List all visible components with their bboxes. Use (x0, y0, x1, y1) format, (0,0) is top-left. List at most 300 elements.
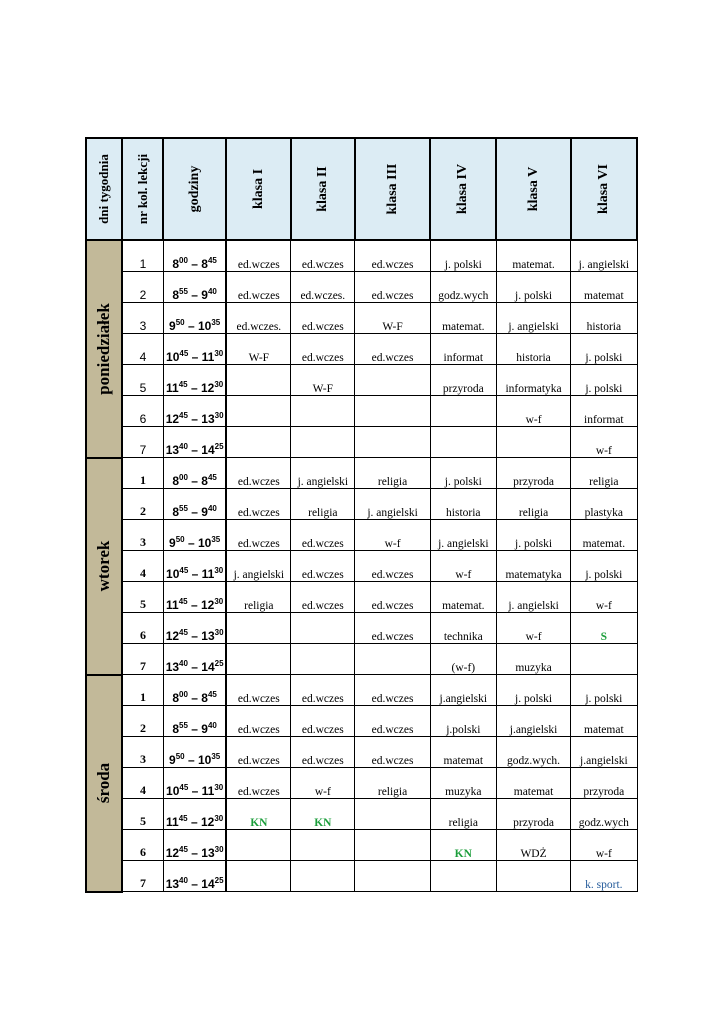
subject-cell (355, 427, 430, 458)
subject-cell: ed.wczes (291, 582, 355, 613)
subject-cell: historia (496, 334, 570, 365)
time-start-minute: 40 (179, 442, 188, 451)
subject-cell (355, 861, 430, 892)
subject-cell: j. angielski (226, 551, 290, 582)
subject-cell: j. polski (496, 675, 570, 706)
subject-cell: godz.wych. (496, 737, 570, 768)
subject-cell: ed.wczes (226, 520, 290, 551)
subject-cell: j.polski (430, 706, 496, 737)
subject-cell: ed.wczes (291, 520, 355, 551)
time-end-minute: 30 (214, 566, 224, 575)
subject-cell: (w-f) (430, 644, 496, 675)
subject-cell (291, 613, 355, 644)
header-day (86, 138, 122, 240)
header-lesson (122, 138, 163, 240)
subject-cell: matemat (430, 737, 496, 768)
subject-cell: ed.wczes (226, 240, 290, 272)
time-end-hour: 14 (201, 877, 215, 891)
subject-cell: w-f (430, 551, 496, 582)
time-end-hour: 14 (201, 443, 215, 457)
time-end-hour: 13 (201, 412, 215, 426)
subject-cell (226, 861, 290, 892)
subject-cell: przyroda (571, 768, 637, 799)
subject-cell (430, 427, 496, 458)
subject-cell: matemat. (496, 240, 570, 272)
lesson-number: 5 (122, 799, 163, 830)
table-row (86, 644, 637, 675)
time-start-hour: 11 (166, 815, 179, 829)
subject-cell: j. polski (430, 240, 496, 272)
lesson-time: $8^{00} - 8^{45}$ (163, 240, 226, 272)
subject-cell: w-f (291, 768, 355, 799)
time-end-minute: 40 (207, 721, 217, 730)
table-row (86, 427, 637, 458)
subject-cell: ed.wczes (355, 551, 430, 582)
day-name: środa (94, 762, 114, 804)
time-start-minute: 50 (175, 752, 185, 761)
time-start-hour: 9 (169, 536, 176, 550)
lesson-number: 6 (122, 396, 163, 427)
time-end-minute: 30 (214, 814, 224, 823)
subject-cell: ed.wczes. (226, 303, 290, 334)
time-start-hour: 10 (166, 567, 180, 581)
subject-cell: matemat. (571, 520, 637, 551)
subject-cell: matemat. (430, 582, 496, 613)
subject-cell (226, 613, 290, 644)
table-row (86, 551, 637, 582)
time-start-hour: 12 (165, 629, 180, 643)
subject-cell: KN (291, 799, 355, 830)
header-class-label: klasa V (525, 166, 541, 212)
subject-cell: W-F (226, 334, 290, 365)
subject-cell (355, 365, 430, 396)
time-start-hour: 8 (172, 691, 180, 705)
subject-cell (496, 861, 570, 892)
time-end-minute: 30 (214, 628, 224, 637)
subject-cell: ed.wczes (355, 675, 430, 706)
subject-cell: religia (355, 768, 430, 799)
table-row (86, 489, 637, 520)
subject-cell: j. polski (571, 675, 637, 706)
subject-cell: religia (226, 582, 290, 613)
lesson-time: $8^{55} - 9^{40}$ (163, 489, 226, 520)
header-class-5 (496, 138, 570, 240)
time-start-minute: 45 (179, 845, 188, 854)
lesson-time: $12^{45} - 13^{30}$ (163, 830, 226, 861)
subject-cell: religia (355, 458, 430, 489)
table-row (86, 830, 637, 861)
subject-cell: ed.wczes (226, 706, 290, 737)
time-end-minute: 30 (214, 783, 224, 792)
time-start-hour: 8 (172, 257, 180, 271)
day-cell (86, 458, 122, 675)
time-start-hour: 8 (172, 288, 180, 302)
time-start-minute: 45 (178, 814, 188, 823)
time-start-hour: 10 (166, 350, 180, 364)
time-start-hour: 10 (166, 784, 180, 798)
time-start-hour: 8 (172, 474, 180, 488)
time-end-minute: 35 (211, 752, 221, 761)
subject-cell: w-f (571, 830, 637, 861)
time-start-hour: 12 (165, 846, 180, 860)
time-start-hour: 8 (172, 505, 180, 519)
time-start-minute: 50 (175, 535, 185, 544)
subject-cell: historia (430, 489, 496, 520)
lesson-time: $11^{45} - 12^{30}$ (163, 582, 226, 613)
subject-cell: informat (430, 334, 496, 365)
time-start-minute: 45 (179, 349, 189, 358)
lesson-number: 4 (122, 768, 163, 799)
subject-cell (355, 644, 430, 675)
time-end-minute: 35 (211, 535, 221, 544)
lesson-time: $8^{00} - 8^{45}$ (163, 675, 226, 706)
subject-cell: matemat (496, 768, 570, 799)
lesson-number: 7 (122, 644, 163, 675)
subject-cell: przyroda (496, 799, 570, 830)
table-row (86, 272, 637, 303)
header-class-label: klasa I (250, 168, 266, 210)
lesson-time: $8^{00} - 8^{45}$ (163, 458, 226, 489)
lesson-time: $9^{50} - 10^{35}$ (163, 303, 226, 334)
table-row (86, 861, 637, 892)
lesson-number: 2 (122, 272, 163, 303)
header-class-3 (355, 138, 430, 240)
time-end-minute: 30 (214, 349, 224, 358)
lesson-number: 6 (122, 830, 163, 861)
subject-cell: ed.wczes (355, 272, 430, 303)
subject-cell (496, 427, 570, 458)
subject-cell (291, 396, 355, 427)
time-start-minute: 45 (178, 380, 188, 389)
table-row (86, 458, 637, 489)
subject-cell: plastyka (571, 489, 637, 520)
subject-cell (226, 644, 290, 675)
subject-cell: j. polski (430, 458, 496, 489)
subject-cell: godz.wych (430, 272, 496, 303)
subject-cell: j. polski (571, 551, 637, 582)
time-end-hour: 13 (201, 629, 215, 643)
lesson-number: 1 (122, 458, 163, 489)
time-start-hour: 13 (165, 877, 180, 891)
time-end-hour: 11 (201, 350, 215, 364)
lesson-time: $11^{45} - 12^{30}$ (163, 799, 226, 830)
day-cell (86, 240, 122, 458)
subject-cell: KN (226, 799, 290, 830)
subject-cell: religia (571, 458, 637, 489)
subject-cell: ed.wczes (355, 613, 430, 644)
time-end-minute: 25 (214, 442, 224, 451)
subject-cell: ed.wczes. (291, 272, 355, 303)
subject-cell (226, 427, 290, 458)
table-row (86, 675, 637, 706)
subject-cell (226, 830, 290, 861)
subject-cell (355, 396, 430, 427)
header-row (86, 138, 637, 240)
time-end-minute: 45 (207, 690, 217, 699)
lesson-number: 3 (122, 303, 163, 334)
lesson-number: 7 (122, 861, 163, 892)
time-end-hour: 14 (201, 660, 215, 674)
table-row (86, 303, 637, 334)
subject-cell: ed.wczes (355, 582, 430, 613)
subject-cell: ed.wczes (291, 240, 355, 272)
header-class-4 (430, 138, 496, 240)
subject-cell: matemat (571, 272, 637, 303)
subject-cell: w-f (355, 520, 430, 551)
subject-cell: j. angielski (496, 582, 570, 613)
lesson-number: 3 (122, 737, 163, 768)
timetable (85, 137, 638, 893)
table-row (86, 613, 637, 644)
subject-cell: ed.wczes (355, 737, 430, 768)
subject-cell: w-f (496, 613, 570, 644)
subject-cell (430, 396, 496, 427)
subject-cell: przyroda (496, 458, 570, 489)
lesson-number: 2 (122, 489, 163, 520)
time-end-hour: 12 (200, 598, 215, 612)
subject-cell: religia (291, 489, 355, 520)
subject-cell: j. polski (571, 334, 637, 365)
subject-cell: j. polski (571, 365, 637, 396)
header-class-label: klasa IV (455, 163, 471, 215)
subject-cell: W-F (291, 365, 355, 396)
subject-cell: technika (430, 613, 496, 644)
subject-cell: j. polski (496, 272, 570, 303)
subject-cell (291, 644, 355, 675)
time-end-minute: 40 (207, 504, 217, 513)
time-end-minute: 25 (214, 876, 224, 885)
time-start-hour: 13 (165, 660, 180, 674)
subject-cell: religia (430, 799, 496, 830)
time-end-minute: 30 (214, 380, 224, 389)
subject-cell (291, 427, 355, 458)
subject-cell: j. angielski (496, 303, 570, 334)
subject-cell: w-f (496, 396, 570, 427)
lesson-number: 5 (122, 365, 163, 396)
subject-cell: matemat (571, 706, 637, 737)
table-row (86, 334, 637, 365)
subject-cell: godz.wych (571, 799, 637, 830)
subject-cell: ed.wczes (355, 706, 430, 737)
lesson-time: $8^{55} - 9^{40}$ (163, 272, 226, 303)
lesson-time: $13^{40} - 14^{25}$ (163, 861, 226, 892)
lesson-time: $9^{50} - 10^{35}$ (163, 737, 226, 768)
time-start-minute: 55 (179, 721, 188, 730)
time-start-minute: 00 (179, 256, 188, 265)
lesson-number: 1 (122, 240, 163, 272)
lesson-time: $9^{50} - 10^{35}$ (163, 520, 226, 551)
subject-cell: ed.wczes (355, 334, 430, 365)
time-start-hour: 11 (166, 598, 179, 612)
time-start-minute: 40 (179, 876, 188, 885)
time-end-minute: 40 (207, 287, 217, 296)
table-row (86, 396, 637, 427)
time-end-hour: 12 (200, 815, 215, 829)
header-day-label: dni tygodnia (96, 154, 112, 224)
subject-cell: ed.wczes (291, 737, 355, 768)
header-class-6 (571, 138, 637, 240)
subject-cell: j.angielski (496, 706, 570, 737)
lesson-number: 7 (122, 427, 163, 458)
time-end-minute: 45 (207, 473, 217, 482)
day-name: poniedziałek (94, 302, 114, 395)
subject-cell: ed.wczes (226, 272, 290, 303)
time-end-minute: 30 (214, 411, 224, 420)
subject-cell (430, 861, 496, 892)
subject-cell: w-f (571, 427, 637, 458)
time-end-minute: 35 (211, 318, 221, 327)
time-start-minute: 00 (179, 690, 188, 699)
lesson-number: 4 (122, 334, 163, 365)
subject-cell: muzyka (496, 644, 570, 675)
lesson-time: $13^{40} - 14^{25}$ (163, 644, 226, 675)
time-start-hour: 11 (166, 381, 179, 395)
subject-cell: ed.wczes (226, 675, 290, 706)
time-start-minute: 45 (179, 411, 188, 420)
time-end-hour: 8 (201, 474, 208, 488)
table-row (86, 799, 637, 830)
time-end-hour: 9 (201, 722, 208, 736)
time-start-minute: 55 (179, 287, 188, 296)
table-row (86, 365, 637, 396)
subject-cell: S (571, 613, 637, 644)
time-end-minute: 30 (214, 597, 224, 606)
subject-cell: KN (430, 830, 496, 861)
subject-cell: historia (571, 303, 637, 334)
subject-cell: religia (496, 489, 570, 520)
subject-cell: ed.wczes (226, 489, 290, 520)
header-class-1 (226, 138, 290, 240)
header-class-label: klasa III (384, 163, 400, 215)
subject-cell: ed.wczes (355, 240, 430, 272)
subject-cell: w-f (571, 582, 637, 613)
lesson-time: $12^{45} - 13^{30}$ (163, 396, 226, 427)
lesson-time: $13^{40} - 14^{25}$ (163, 427, 226, 458)
time-end-hour: 11 (201, 567, 215, 581)
lesson-number: 3 (122, 520, 163, 551)
subject-cell: j. angielski (430, 520, 496, 551)
subject-cell: ed.wczes (226, 737, 290, 768)
day-cell (86, 675, 122, 892)
time-end-hour: 11 (201, 784, 215, 798)
time-end-hour: 9 (201, 505, 208, 519)
subject-cell: j.angielski (571, 737, 637, 768)
subject-cell: ed.wczes (226, 458, 290, 489)
time-end-minute: 45 (207, 256, 217, 265)
time-start-minute: 45 (179, 628, 188, 637)
table-row (86, 737, 637, 768)
time-start-hour: 9 (169, 319, 176, 333)
subject-cell (291, 830, 355, 861)
subject-cell: matematyka (496, 551, 570, 582)
subject-cell: ed.wczes (291, 551, 355, 582)
table-row (86, 582, 637, 613)
time-end-hour: 10 (197, 319, 212, 333)
subject-cell (355, 830, 430, 861)
subject-cell: WDŻ (496, 830, 570, 861)
time-start-minute: 40 (179, 659, 188, 668)
time-start-hour: 13 (165, 443, 180, 457)
time-start-minute: 50 (175, 318, 185, 327)
header-class-label: klasa VI (595, 164, 611, 214)
subject-cell: j.angielski (430, 675, 496, 706)
subject-cell: ed.wczes (291, 706, 355, 737)
subject-cell: j. angielski (291, 458, 355, 489)
subject-cell (571, 644, 637, 675)
table-row (86, 240, 637, 272)
time-start-hour: 12 (165, 412, 180, 426)
time-start-minute: 45 (178, 597, 188, 606)
time-end-hour: 10 (197, 753, 212, 767)
subject-cell: informat (571, 396, 637, 427)
subject-cell: ed.wczes (291, 303, 355, 334)
subject-cell: matemat. (430, 303, 496, 334)
lesson-time: $10^{45} - 11^{30}$ (163, 551, 226, 582)
time-start-minute: 00 (179, 473, 188, 482)
day-name: wtorek (94, 540, 114, 592)
time-start-minute: 45 (179, 783, 189, 792)
lesson-number: 6 (122, 613, 163, 644)
time-end-minute: 25 (214, 659, 224, 668)
timetable-body (86, 240, 637, 892)
subject-cell: j. angielski (571, 240, 637, 272)
lesson-number: 1 (122, 675, 163, 706)
time-start-hour: 8 (172, 722, 180, 736)
subject-cell: informatyka (496, 365, 570, 396)
time-end-hour: 9 (201, 288, 208, 302)
time-end-minute: 30 (214, 845, 224, 854)
subject-cell: ed.wczes (291, 675, 355, 706)
time-end-hour: 12 (200, 381, 215, 395)
time-start-minute: 45 (179, 566, 189, 575)
time-start-minute: 55 (179, 504, 188, 513)
time-end-hour: 10 (197, 536, 212, 550)
table-row (86, 520, 637, 551)
header-class-label: klasa II (314, 166, 330, 212)
lesson-time: $8^{55} - 9^{40}$ (163, 706, 226, 737)
subject-cell: ed.wczes (291, 334, 355, 365)
header-hours (163, 138, 226, 240)
lesson-time: $10^{45} - 11^{30}$ (163, 768, 226, 799)
lesson-time: $12^{45} - 13^{30}$ (163, 613, 226, 644)
lesson-number: 5 (122, 582, 163, 613)
header-hours-label: godziny (186, 165, 202, 213)
time-end-hour: 13 (201, 846, 215, 860)
lesson-number: 4 (122, 551, 163, 582)
subject-cell: j. polski (496, 520, 570, 551)
time-start-hour: 9 (169, 753, 176, 767)
subject-cell: k. sport. (571, 861, 637, 892)
subject-cell (355, 799, 430, 830)
lesson-time: $10^{45} - 11^{30}$ (163, 334, 226, 365)
subject-cell: przyroda (430, 365, 496, 396)
subject-cell: W-F (355, 303, 430, 334)
subject-cell: ed.wczes (226, 768, 290, 799)
lesson-number: 2 (122, 706, 163, 737)
time-end-hour: 8 (201, 691, 208, 705)
header-lesson-label: nr kol. lekcji (134, 153, 150, 225)
header-class-2 (291, 138, 355, 240)
table-row (86, 768, 637, 799)
subject-cell (291, 861, 355, 892)
lesson-time: $11^{45} - 12^{30}$ (163, 365, 226, 396)
subject-cell (226, 396, 290, 427)
subject-cell (226, 365, 290, 396)
subject-cell: j. angielski (355, 489, 430, 520)
time-end-hour: 8 (201, 257, 208, 271)
subject-cell: muzyka (430, 768, 496, 799)
table-row (86, 706, 637, 737)
